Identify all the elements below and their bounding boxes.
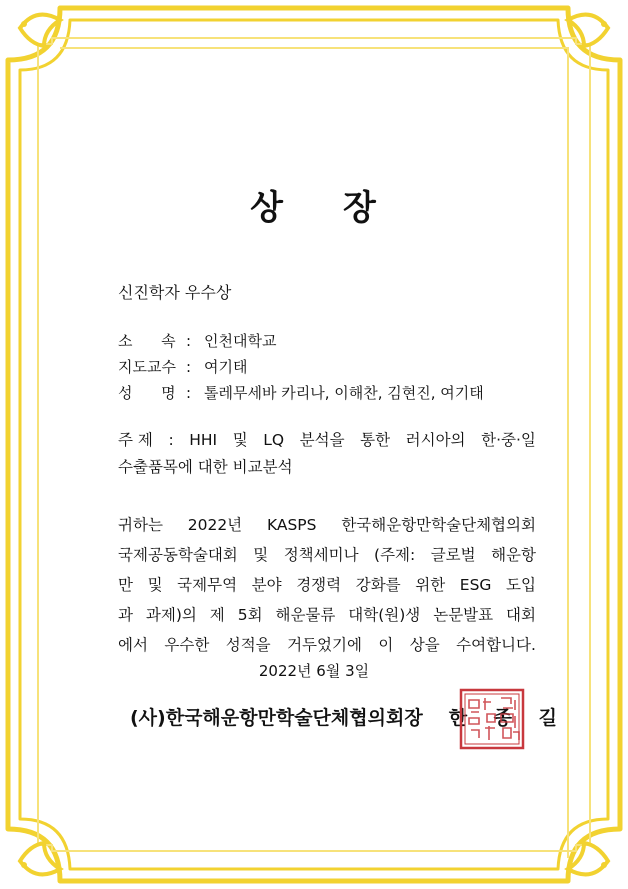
subject-word: 러시아의 [405,431,466,449]
citation-word: 국제공동학술대회 [118,546,238,564]
citation-word: 한국해운항만학술단체협의회 [341,516,536,534]
citation-word: 귀하는 [118,516,163,534]
award-date: 2022년 6월 3일 [258,662,370,680]
citation-line-5 [118,630,536,660]
subject-word: 및 [232,431,248,449]
issuer-organization: (사)한국해운항만학술단체협의회장 [130,707,423,729]
citation-word: 수여합니다. [456,636,536,654]
citation-word: 거두었기에 [287,636,362,654]
citation-word: 에서 [118,636,148,654]
citation-word: 대학(원)생 [348,606,421,624]
subject-word: 통한 [360,431,391,449]
citation-word: 분야 [251,576,282,594]
subject-word: 한·중·일 [481,431,536,449]
citation-line-1 [118,510,536,540]
citation-word: 강화를 [355,576,401,594]
subject [118,427,536,481]
field-advisor-label: 지도교수 [118,358,176,376]
citation-word: 및 [147,576,163,594]
citation-word: 해운물류 [275,606,336,624]
citation-word: 5회 [237,606,263,624]
citation-word: 과 [118,606,133,624]
field-affiliation: 소 속 : 인천대학교 [118,332,277,350]
subject-line-2: 수출품목에 대한 비교분석 [118,458,293,476]
citation-word: 과제)의 [145,606,197,624]
citation-word: 경쟁력 [296,576,342,594]
citation-word: 논문발표 [433,606,494,624]
citation-text [118,510,536,660]
title-char-2: 장 [343,188,378,228]
citation-word: 도입 [506,576,536,594]
field-names: 성 명 : 톨레무세바 카리나, 이해찬, 김현진, 여기태 [118,384,484,402]
subject-word: LQ [263,431,285,449]
citation-word: 만 [118,576,133,594]
citation-word: ESG [459,576,492,594]
award-name: 신진학자 우수상 [118,283,232,302]
field-names-value: 톨레무세바 카리나, 이해찬, 김현진, 여기태 [204,384,484,402]
citation-word: KASPS [266,516,317,534]
field-affiliation-label: 소 속 [118,332,176,350]
certificate-title [0,180,628,229]
issuer-name: 한 종 길 [448,707,567,729]
field-advisor: 지도교수 : 여기태 [118,358,248,376]
title-char-1: 상 [250,188,285,228]
citation-word: 상을 [409,636,440,654]
field-affiliation-value: 인천대학교 [204,332,277,350]
citation-word: 해운항 [491,546,536,564]
citation-word: 우수한 [164,636,210,654]
citation-word: 정책세미나 [283,546,359,564]
citation-line-4 [118,600,536,630]
citation-word: 대회 [506,606,536,624]
citation-line-2 [118,540,536,570]
citation-word: 제 [209,606,225,624]
citation-word: 성적을 [225,636,271,654]
subject-line-1: 주 제 : HHI 및 LQ 분석을 통한 러시아의 한·중·일 [118,427,536,454]
subject-word: HHI [189,431,218,449]
citation-word: 2022년 [187,516,243,534]
field-advisor-value: 여기태 [204,358,248,376]
subject-word: 분석을 [299,431,345,449]
field-names-label: 성 명 [118,384,176,402]
subject-label: 주 제 [118,431,153,449]
citation-word: 위한 [415,576,446,594]
citation-word: 및 [253,546,269,564]
citation-word: 이 [378,636,394,654]
official-seal-stamp [459,688,525,750]
citation-word: 글로벌 [430,546,476,564]
citation-word: (주제: [374,546,416,564]
citation-line-3 [118,570,536,600]
citation-word: 국제무역 [177,576,238,594]
